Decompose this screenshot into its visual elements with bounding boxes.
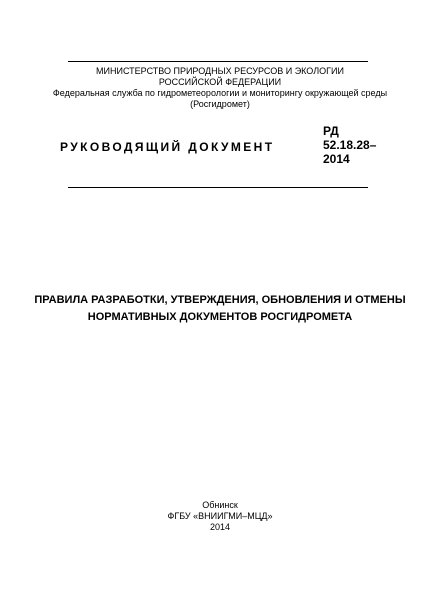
- ministry-line-1: МИНИСТЕРСТВО ПРИРОДНЫХ РЕСУРСОВ И ЭКОЛОГИИ: [96, 66, 344, 76]
- publication-year: 2014: [209, 522, 231, 532]
- document-code-line-1: РД: [323, 124, 339, 138]
- document-title: [30, 292, 410, 326]
- document-title-line-1: ПРАВИЛА РАЗРАБОТКИ, УТВЕРЖДЕНИЯ, ОБНОВЛЕНИЯ И ОТМЕНЫ: [34, 294, 406, 306]
- issuing-authority-header: [40, 66, 400, 110]
- document-code-line-3: 2014: [323, 152, 350, 166]
- document-type-label: РУКОВОДЯЩИЙ ДОКУМЕНТ: [60, 140, 275, 154]
- document-code-line-2: 52.18.28–: [323, 138, 377, 152]
- ministry-line-2: РОССИЙСКОЙ ФЕДЕРАЦИИ: [158, 77, 282, 87]
- bottom-divider: [68, 187, 368, 188]
- top-divider: [68, 61, 368, 62]
- publication-footer: [120, 500, 320, 533]
- service-line-2: (Росгидромет): [190, 99, 250, 109]
- publication-city: Обнинск: [202, 500, 238, 510]
- document-code: [323, 124, 376, 166]
- document-title-line-2: НОРМАТИВНЫХ ДОКУМЕНТОВ РОСГИДРОМЕТА: [87, 311, 353, 323]
- service-line-1: Федеральная служба по гидрометеорологии и мониторингу окружающей среды: [52, 88, 388, 98]
- publisher-name: ФГБУ «ВНИИГМИ–МЦД»: [167, 511, 273, 521]
